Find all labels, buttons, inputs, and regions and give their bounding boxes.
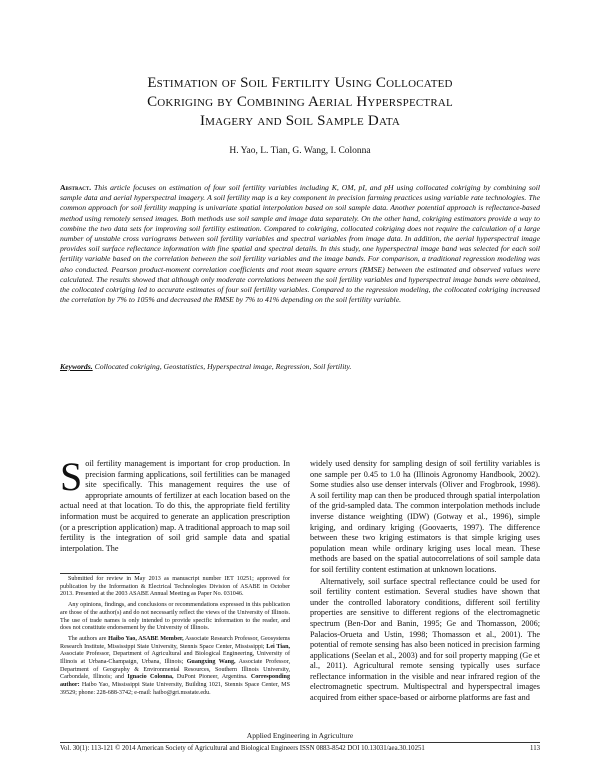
author-name-tian: Lei Tian, bbox=[266, 643, 291, 650]
body-column-right bbox=[310, 459, 540, 705]
citation-info: Vol. 30(1): 113-121 © 2014 American Society of Agricultural and Biological Engineers ISSN 0883-8542 DOI 10.13031/aea.30.10251 bbox=[60, 745, 425, 752]
title-line-3: Imagery and Soil Sample Data bbox=[199, 113, 401, 129]
footer-rule bbox=[60, 742, 540, 743]
footnote-disclaimer: Any opinions, findings, and conclusions or recommendations expressed in this publication are those of the author(s) and do not necessarily reflect the views of the University of Illinois. The use of trade names is only intended to provide specific information to the reader, and does not constitute endorsement by the University of Illinois. bbox=[60, 602, 290, 632]
abstract bbox=[60, 183, 540, 305]
drop-cap: S bbox=[60, 454, 83, 499]
intro-paragraph bbox=[60, 454, 290, 554]
keywords-label: Keywords. bbox=[60, 362, 93, 371]
footnote-submission: Submitted for review in May 2013 as manuscript number IET 10251; approved for publication by the Information & Electrical Technologies Division of ASABE in October 2013. Presented at the 2003 ASABE Annual Meeting as Paper No. 031046. bbox=[60, 576, 290, 598]
title-line-2: Cokriging by Combining Aerial Hyperspectral bbox=[147, 94, 453, 110]
author-name-colonna: Ignacio Colonna, bbox=[127, 674, 174, 681]
footnote-rule bbox=[60, 573, 140, 574]
corresponding-author-contact: Haibo Yao, Mississippi State University, Building 1021, Stennis Space Center, MS 39529; phone: 228-688-3742; e-mail: haibo@gri.msstate.edu. bbox=[60, 682, 290, 696]
footnote-authors-prefix: The authors are bbox=[68, 635, 109, 642]
author-name-yao: Haibo Yao, ASABE Member, bbox=[108, 635, 184, 642]
author-list: H. Yao, L. Tian, G. Wang, I. Colonna bbox=[229, 146, 371, 156]
author-name-wang: Guangxing Wang, bbox=[186, 659, 236, 666]
spectral-paragraph: Alternatively, soil surface spectral reflectance could be used for soil fertility content estimation. Several studies have shown that under the controlled laboratory conditions, different soil fertility properties are sensitive to different regions of the electromagnetic spectrum (Ben-Dor and Banin, 1995; Ge and Thomasson, 2006; Palacios-Orueta and Ustin, 1998; Thomasson et al., 2001). The potential of remote sensing has also been noticed in precision farming applications (Seelan et al., 2003) and for soil property mapping (Ge et al., 2011). Agricultural remote sensing typically uses surface reflectance information in the visible and near infrared region of the electromagnetic spectrum. Multispectral and hyperspectral images acquired from either space-based or airborne platforms are fast and bbox=[310, 576, 540, 703]
sampling-paragraph: widely used density for sampling design of soil fertility variables is one sample per 0.45 to 1.0 ha (Illinois Agronomy Handbook, 2002). Some studies also use denser intervals (Oliver and Frogbrook, 1998). A soil fertility map can then be produced through spatial interpolation of the grid-sampled data. The common interpolation methods include inverse distance weighting (IDW) (Gotway et al., 1996), simple kriging, and ordinary kriging (Goovaerts, 1997). The difference between these two kriging estimators is that simple kriging uses population mean while ordinary kriging uses local mean. These methods are based on the spatial autocorrelations of soil sample data for soil fertility content estimation at unknown locations. bbox=[310, 459, 540, 574]
affiliation-colonna: DuPont Pioneer, Argentina. bbox=[173, 674, 251, 681]
footer-citation-line bbox=[60, 745, 540, 752]
journal-name: Applied Engineering in Agriculture bbox=[246, 731, 354, 740]
abstract-label: Abstract. bbox=[60, 183, 92, 192]
footnote-authors bbox=[60, 636, 290, 698]
keywords bbox=[60, 362, 540, 371]
affiliation-yao: Associate Research Professor, Geosystems Research Institute, Mississippi State University, Stennis Space Center, Mississippi; bbox=[60, 635, 290, 650]
keywords-text: Collocated cokriging, Geostatistics, Hyperspectral image, Regression, Soil fertility. bbox=[92, 362, 352, 371]
corresponding-author-label: Corresponding author: bbox=[60, 674, 290, 689]
affiliation-tian: Associate Professor, Department of Agricultural and Biological Engineering, University of Illinois at Urbana-Champaign, Urbana, Illinois; bbox=[60, 651, 290, 666]
affiliation-wang: Associate Professor, Department of Geography & Environmental Resources, Southern Illinois University, Carbondale, Illinois; and bbox=[60, 659, 291, 681]
article-title bbox=[60, 74, 540, 131]
page-number: 113 bbox=[530, 745, 540, 752]
footnotes bbox=[60, 576, 290, 701]
body-column-left bbox=[60, 454, 290, 555]
title-line-1: Estimation of Soil Fertility Using Collocated bbox=[147, 75, 453, 91]
intro-paragraph-text: oil fertility management is important for crop production. In precision farming applications, soil fertilities can be managed site specifically. This management requires the use of appropriate amounts of fertilizer at each location based on the actual need at that location. To do this, the appropriate field fertility information must be acquired to generate an application prescription (or a prescription application) map. A traditional approach to map soil fertility is the integration of soil grid sample data and spatial interpolation. The bbox=[60, 459, 290, 553]
abstract-text: This article focuses on estimation of four soil fertility variables including K, OM, pI, and pH using collocated cokriging by combining soil sample data and aerial hyperspectral imagery. A soil fertility map is a key component in precision farming practices using variable rate technologies. The common approach for soil fertility mapping is univariate spatial interpolation based on soil sample data. Another potential approach is reflectance-based method using remotely sensed images. Both methods use soil sample and image data separately. On the other hand, cokriging estimators provide a way to combine the two data sets for improving soil fertility estimation. Compared to cokriging, collocated cokriging does not require the calculation of a large number of unstable cross variograms between soil fertility variables and spectral variables from image data. In addition, the aerial hyperspectral image provides soil surface reflectance information with fine spatial and spectral details. In this study, one hyperspectral image band was selected for each soil fertility variable based on the correlation between the soil fertility variables and the image bands. For comparison, a traditional regression modeling was also conducted. Pearson product-moment correlation coefficients and root mean square errors (RMSE) between the estimated and observed values were calculated. The results showed that although only moderate correlations between the soil fertility variables and hyperspectral image bands were obtained, the collocated cokriging led to accurate estimates of four soil fertility variables. Compared to the regression modeling, the collocated cokriging increased the correlation by 7% to 105% and decreased the RMSE by 7% to 41% depending on the soil fertility variable. bbox=[60, 183, 540, 305]
